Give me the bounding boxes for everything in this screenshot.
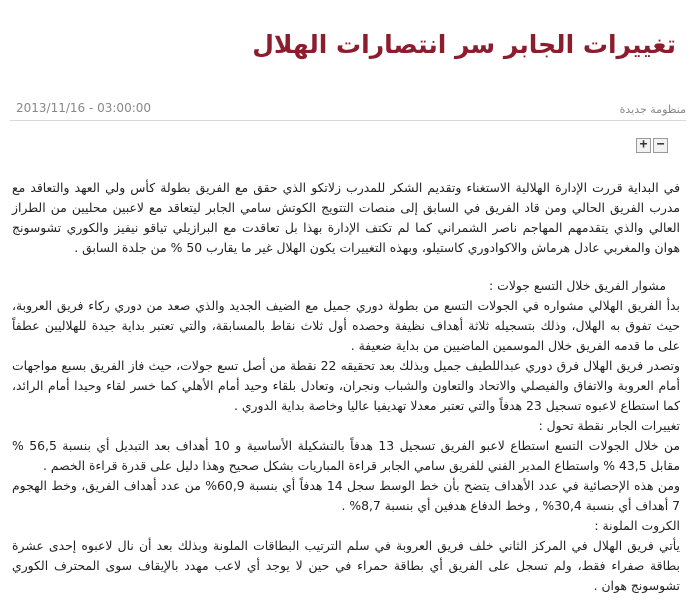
article-intro: في البداية قررت الإدارة الهلالية الاستغناء وتقديم الشكر للمدرب زلاتكو الذي حقق مع الفريق بطولة كأس ولي العهد والتعاقد مع مدرب الفريق الحالي ومن قاد الفريق في السابق إلى منصات التتويج الكوتش سامي الجابر ليتعاقد مع لاعبين محليين من الطراز العالي والذي يتقدمهم المهاجم ناصر الشمراني كما لم تكتف الإدارة بهذا بل تعاقدت مع البرازيلي تياقو نيفيز والكوري تشوسونج هوان والمغربي عادل هرماش والاكوادوري كاستيلو، وبهذه التغييرات يكون الهلال غير ما يقارب 50 % من جلدة السابق . <box>12 180 680 255</box>
article-paragraph-2: وتصدر فريق الهلال فرق دوري عبداللطيف جميل وبذلك بعد تحقيقه 22 نقطة من أصل تسع جولات، حيث فاز الفريق بسبع مواجهات أمام العروبة والاتفاق والفيصلي والاتحاد والتعاون والشباب ونجران، وتعادل بلقاء وحيد أمام الأهلي كما خسر لقاء وحيدا أمام الرائد، كما استطاع لاعبوه تسجيل 23 هدفاً والتي تعتبر معدلا تهديفيا عاليا وخاصة بداية الدوري . <box>12 358 680 413</box>
article-date: 2013/11/16 - 03:00:00 <box>16 101 152 115</box>
zoom-in-button[interactable]: + <box>636 138 651 153</box>
paragraph-gap <box>12 258 680 276</box>
article-body <box>12 178 680 596</box>
section-heading-changes: تغييرات الجابر نقطة تحول : <box>538 418 680 433</box>
header-divider <box>10 120 686 121</box>
text-size-controls <box>636 138 668 153</box>
article-paragraph-3: من خلال الجولات التسع استطاع لاعبو الفريق تسجيل 13 هدفاً بالتشكيلة الأساسية و 10 أهداف بعد التبديل أي بنسبة 56,5 % مقابل 43,5 % واستطاع المدير الفني للفريق سامي الجابر قراءة المباريات بشكل صحيح وهذا دليل على قدرة قراءة الخصم . <box>12 438 681 473</box>
zoom-out-button[interactable]: − <box>653 138 668 153</box>
article-paragraph-1: بدأ الفريق الهلالي مشواره في الجولات التسع من بطولة دوري جميل مع الضيف الجديد والذي صعد من دوري ركاء فريق العروبة، حيث تفوق به الهلال، وذلك بتسجيله ثلاثة أهداف نظيفة وحصده أول ثلاث نقاط بالمسابقة، والتي تعتبر بداية جيدة للهلاليين عطفاً على ما قدمه الفريق خلال الموسمين الماضيين من بداية ضعيفة . <box>12 298 680 353</box>
article-paragraph-5: يأتي فريق الهلال في المركز الثاني خلف فريق العروبة في سلم الترتيب البطاقات الملونة وبذلك بعد أن نال لاعبوه إحدى عشرة بطاقة صفراء فقط، ولم تسجل على الفريق أي بطاقة حمراء في حين لا يوجد أي لاعب مهدد بالإيقاف سوى المحترف الكوري تشوسونج هوان . <box>12 538 680 593</box>
article-title: تغييرات الجابر سر انتصارات الهلال <box>252 30 676 59</box>
section-heading-progress: مشوار الفريق خلال التسع جولات : <box>489 278 666 293</box>
article-source: منظومة جديدة <box>619 103 686 116</box>
section-heading-cards: الكروت الملونة : <box>594 518 680 533</box>
article-paragraph-4: ومن هذه الإحصائية في عدد الأهداف يتضح بأن خط الوسط سجل 14 هدفاً أي بنسبة 60,9% من عدد أهداف الفريق، وخط الهجوم 7 أهداف أي بنسبة 30,4% , وخط الدفاع هدفين أي بنسبة 8,7% . <box>12 478 680 513</box>
